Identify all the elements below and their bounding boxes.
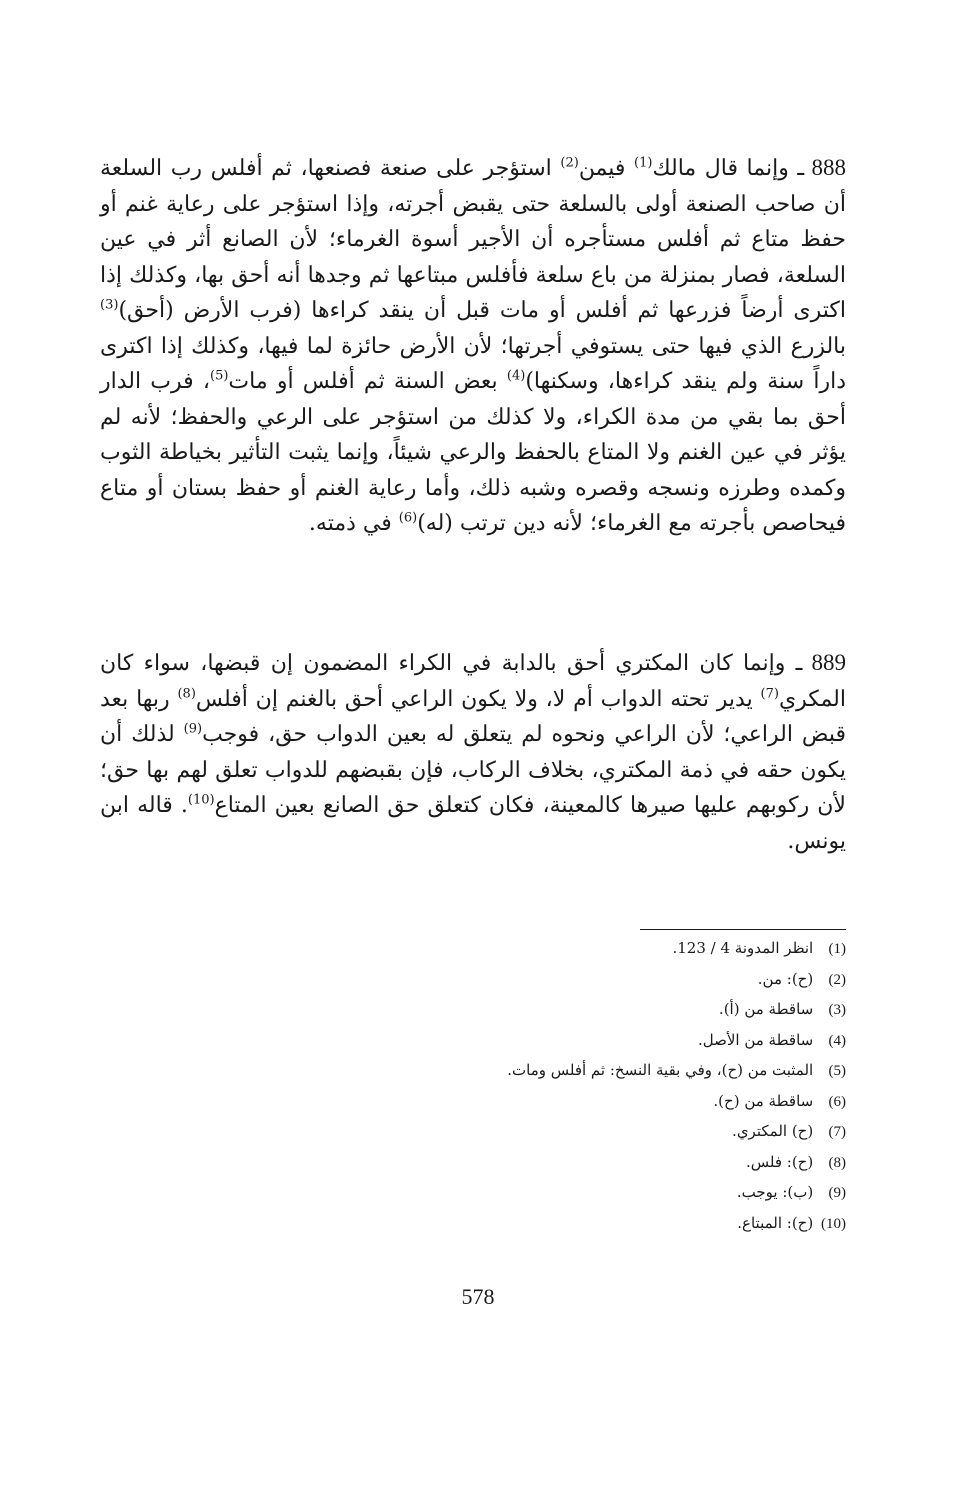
footnote-item (206, 965, 846, 996)
paragraph-text: . قاله ابن يونس. (100, 793, 846, 854)
footnote-number: (1) (828, 941, 846, 957)
paragraph-text: بالزرع الذي فيها حتى يستوفي أجرتها؛ لأن الأرض حائزة لما فيها، وكذلك إذا اكترى داراً سنة ولم ينقد كراءها، وسكنها) (100, 333, 846, 394)
paragraph-888 (100, 150, 846, 542)
footnotes (206, 934, 846, 1239)
paragraph-text: ، فرب الدار أحق بما بقي من مدة الكراء، ولا كذلك من استؤجر على الرعي والحفظ؛ لأنه لم يؤثر في عين الغنم ولا المتاع بالحفظ والرعي شيئاً، وإنما يثبت التأثير بخياطة الثوب وكمده وطرزه ونسجه وقصره وشبه ذلك، وأما رعاية الغنم أو حفظ بستان أو متاع فيحاصص بأجرته مع الغرماء؛ لأنه دين ترتب (له) (100, 369, 846, 536)
footnote-text: ساقطة من (أ). (718, 1000, 814, 1018)
footnote-text: (ب): يوجب. (736, 1183, 814, 1201)
footnote-number: (6) (828, 1093, 846, 1110)
paragraph-text: وإنما كان المكتري أحق بالدابة في الكراء المضمون إن قبضها، سواء كان المكري (100, 651, 846, 712)
footnote-ref[interactable]: (5) (209, 368, 229, 384)
footnote-ref[interactable]: (6) (398, 510, 418, 526)
footnote-item (206, 934, 846, 965)
footnote-ref[interactable]: (7) (760, 686, 779, 702)
footnote-number: (9) (828, 1185, 846, 1201)
footnote-ref[interactable]: (8) (177, 686, 196, 702)
paragraph-number: 889 ـ (795, 650, 846, 675)
footnote-item (206, 995, 846, 1026)
footnote-text: (ح): فلس. (745, 1152, 814, 1171)
footnote-number: (7) (828, 1124, 846, 1140)
footnote-item (206, 1056, 846, 1087)
footnote-number: (5) (828, 1063, 846, 1079)
footnote-text: (ح): المبتاع. (737, 1213, 814, 1232)
footnote-text: (ح): من. (757, 969, 814, 988)
footnote-number: (2) (828, 971, 846, 988)
footnote-divider (640, 929, 846, 930)
footnote-ref[interactable]: (3) (100, 297, 119, 313)
paragraph-text: ربها بعد قبض الراعي؛ لأن الراعي ونحوه لم يتعلق له بعين الدواب حق، فوجب (100, 686, 846, 747)
paragraph-text: وإنما قال مالك (652, 156, 789, 181)
footnote-text: ساقطة من الأصل. (697, 1030, 814, 1049)
footnote-item (206, 1209, 846, 1240)
footnote-text: ساقطة من (ح). (713, 1091, 814, 1110)
footnote-number: (4) (828, 1032, 846, 1049)
paragraph-text: بعض السنة ثم أفلس أو مات (228, 369, 507, 394)
paragraph-889 (100, 645, 846, 859)
footnote-ref[interactable]: (10) (187, 792, 215, 808)
footnote-item (206, 1087, 846, 1118)
footnote-number: (3) (828, 1002, 846, 1018)
paragraph-number: 888 ـ (797, 155, 846, 180)
paragraph-text: يدير تحته الدواب أم لا، ولا يكون الراعي أحق بالغنم إن أفلس (195, 686, 761, 712)
footnote-ref[interactable]: (9) (183, 721, 203, 737)
page-number: 578 (461, 1284, 495, 1309)
footnote-text: المثبت من (ح)، وفي بقية النسخ: ثم أفلس ومات. (507, 1061, 814, 1079)
footnote-ref[interactable]: (2) (560, 155, 579, 171)
footnote-number: (10) (821, 1215, 846, 1232)
footnote-ref[interactable]: (4) (506, 368, 526, 384)
footnote-item (206, 1026, 846, 1057)
footnote-item (206, 1117, 846, 1148)
footnote-item (206, 1178, 846, 1209)
footnote-ref[interactable]: (1) (634, 155, 653, 171)
footnote-text: انظر المدونة 4 / 123. (672, 939, 814, 957)
footnote-text: (ح) المكتري. (732, 1122, 814, 1140)
paragraph-text: استؤجر على صنعة فصنعها، ثم أفلس رب السلعة أن صاحب الصنعة أولى بالسلعة حتى يقبض أجرته، وإذا استؤجر على رعاية غنم أو حفظ متاع ثم أفلس مستأجره أن الأجير أسوة الغرماء؛ لأن الصانع أثر في عين السلعة، فصار بمنزلة من باع سلعة فأفلس مبتاعها ثم وجدها أنه أحق بها، وكذلك إذا اكترى أرضاً فزرعها ثم أفلس أو مات قبل أن ينقد كراءها (فرب الأرض (أحق) (100, 156, 846, 323)
footnote-item (206, 1148, 846, 1179)
paragraph-text: لذلك أن يكون حقه في ذمة المكتري، بخلاف الركاب، فإن بقبضهم للدواب تعلق لهم بها حق؛ لأن ركوبهم عليها صيرها كالمعينة، فكان كتعلق حق الصانع بعين المتاع (100, 722, 846, 818)
paragraph-text: في ذمته. (308, 511, 399, 536)
paragraph-text: فيمن (578, 156, 635, 181)
footnote-number: (8) (828, 1154, 846, 1171)
